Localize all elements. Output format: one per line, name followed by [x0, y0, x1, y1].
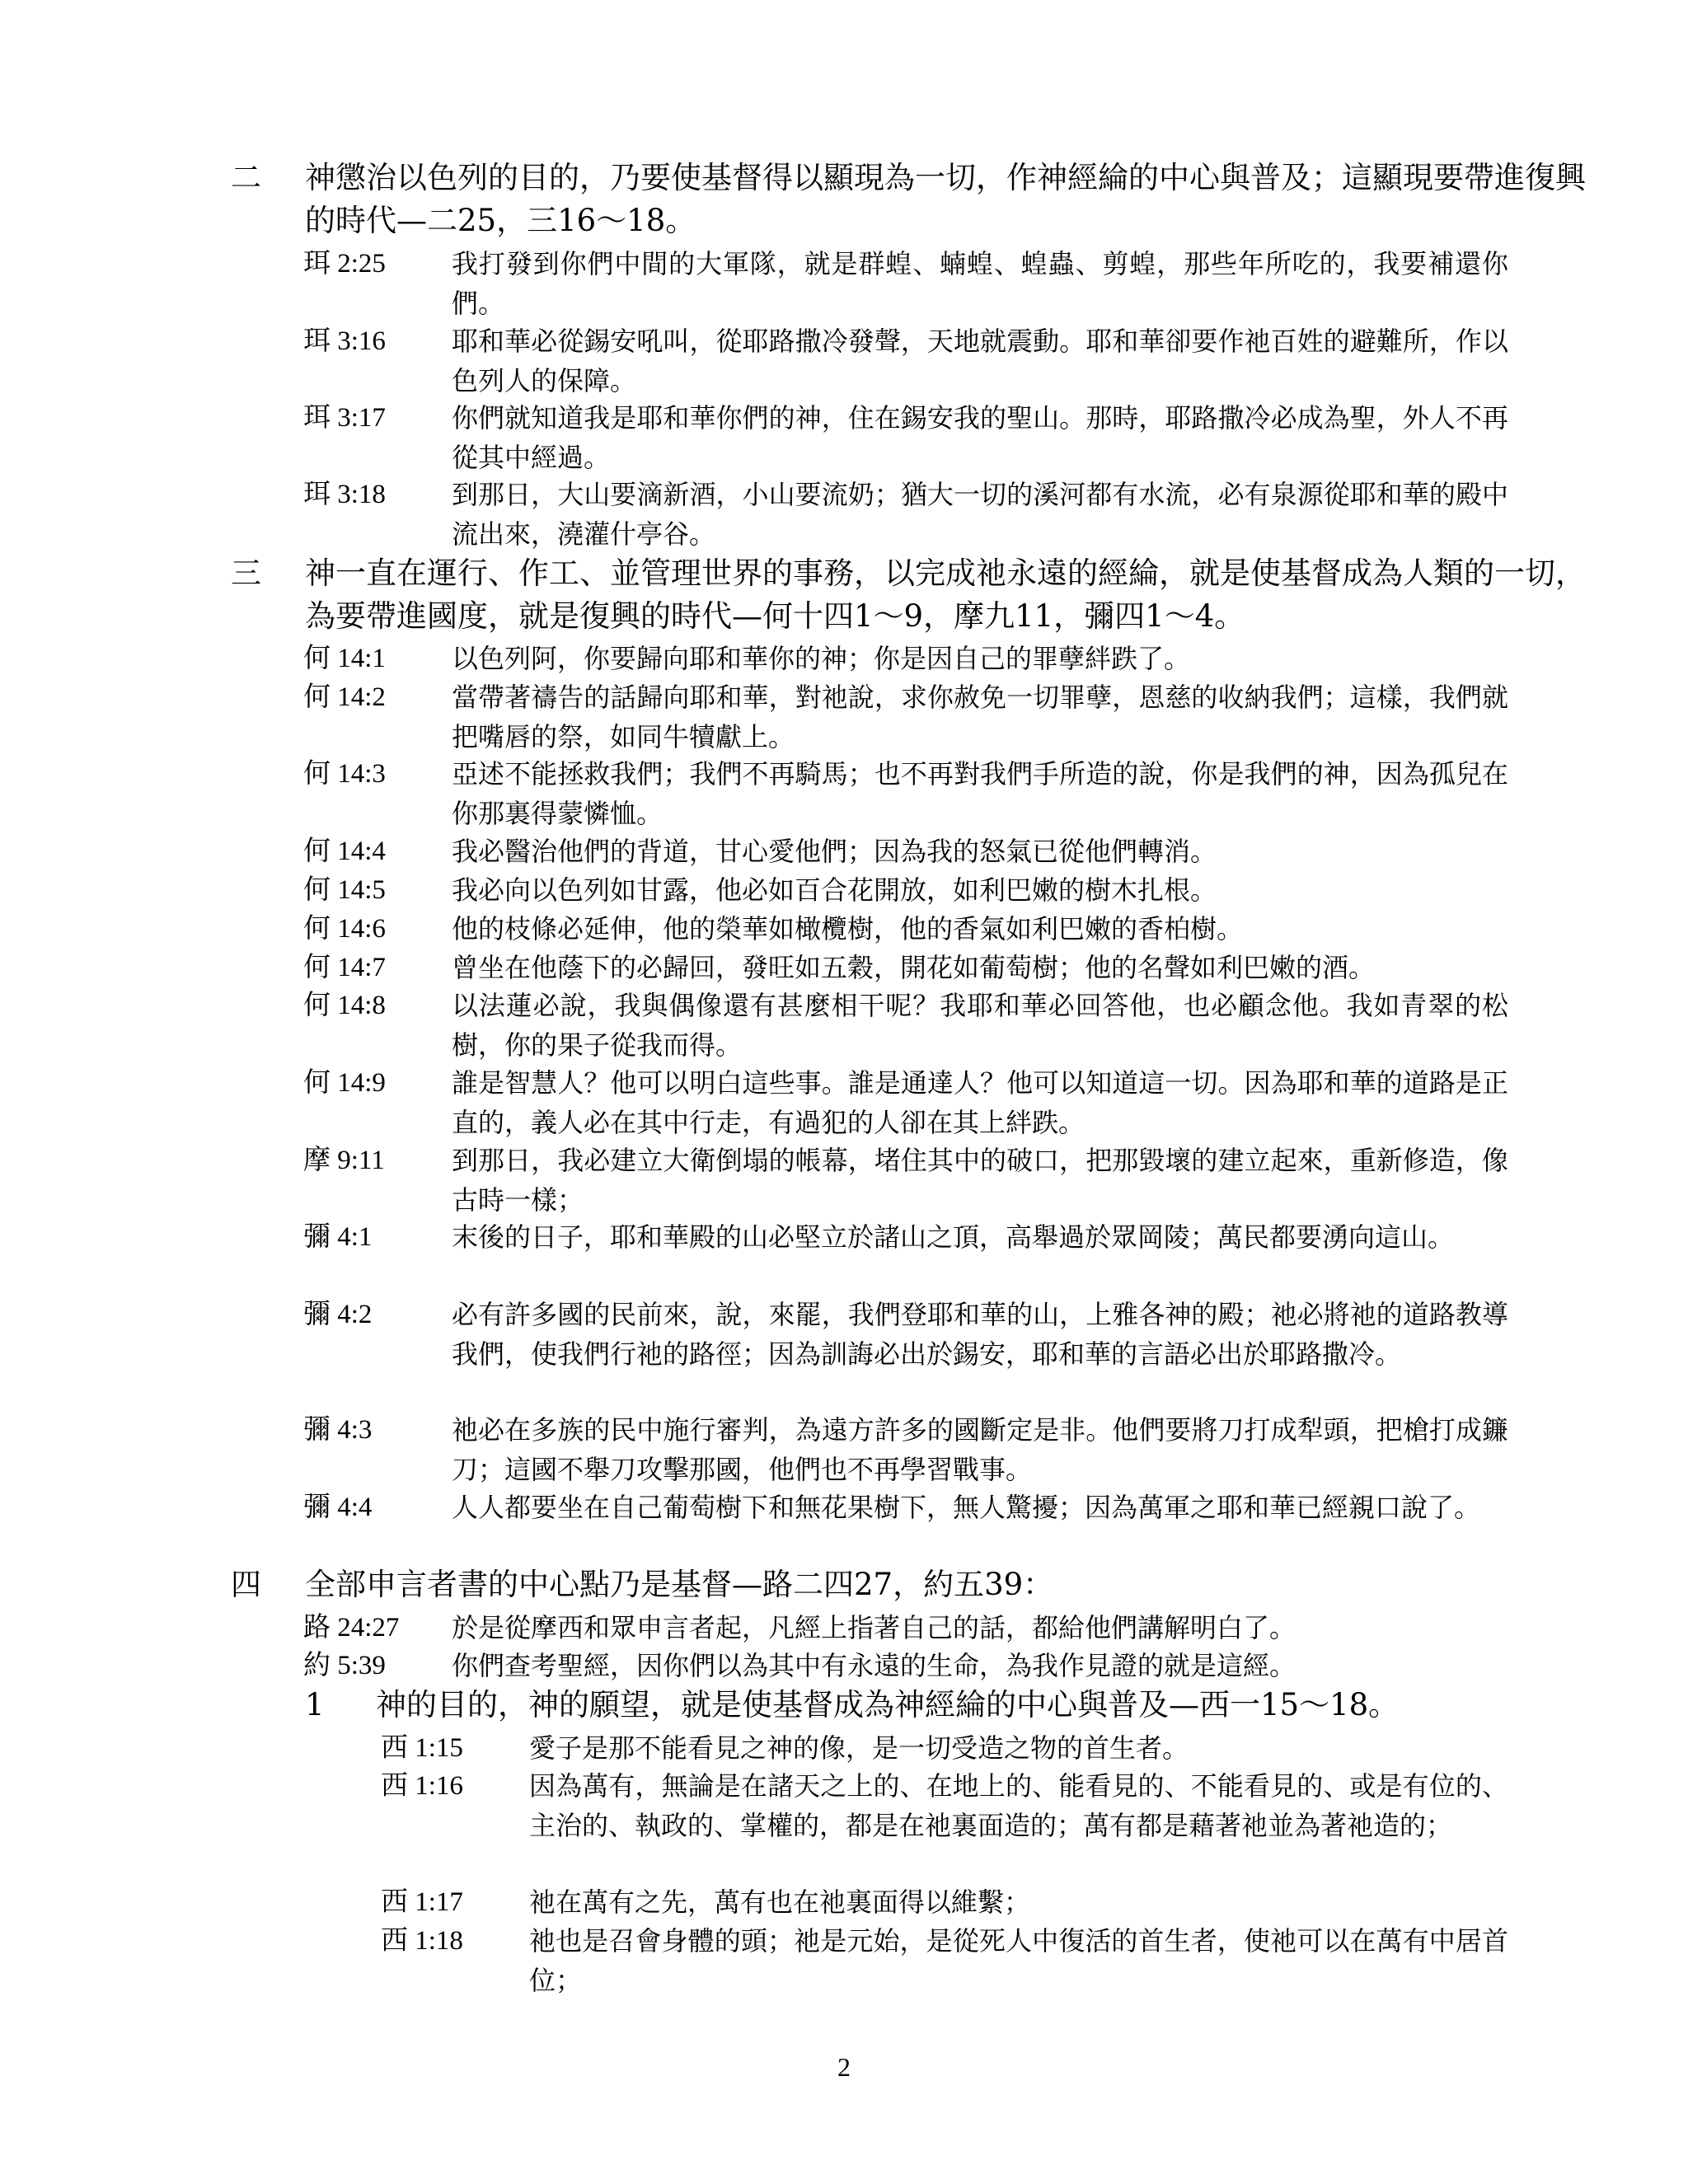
verse-text: 愛子是那不能看見之神的像，是一切受造之物的首生者。 [529, 1732, 1189, 1764]
outline-point-text: 神懲治以色列的目的，乃要使基督得以顯現為一切，作神經綸的中心與普及；這顯現要帶進復興的時代—二25，三16～18。 [305, 160, 1586, 238]
verse-ref: 西 1:16 [381, 1771, 463, 1801]
verse-ref: 何 14:9 [303, 1068, 386, 1098]
verse-ref: 何 14:3 [303, 759, 386, 789]
page-number: 2 [837, 2052, 851, 2082]
verse-text: 他的枝條必延伸，他的榮華如橄欖樹，他的香氣如利巴嫩的香柏樹。 [452, 913, 1244, 944]
verse-text: 亞述不能拯救我們；我們不再騎馬；也不再對我們手所造的說，你是我們的神，因為孤兒在你那裏得蒙憐恤。 [452, 758, 1508, 829]
verse-ref: 彌 4:1 [303, 1222, 373, 1252]
verse-text: 我打發到你們中間的大軍隊，就是群蝗、蝻蝗、蝗蟲、剪蝗，那些年所吃的，我要補還你們。 [452, 248, 1508, 319]
verse-text: 我必向以色列如甘露，他必如百合花開放，如利巴嫩的樹木扎根。 [452, 874, 1217, 906]
verse-ref: 摩 9:11 [303, 1146, 385, 1175]
verse-text: 末後的日子，耶和華殿的山必堅立於諸山之頂，高舉過於眾岡陵；萬民都要湧向這山。 [452, 1221, 1455, 1253]
outline-point-number: 三 [231, 555, 261, 591]
outline-subpoint-text: 神的目的，神的願望，就是使基督成為神經綸的中心與普及—西一15～18。 [376, 1687, 1400, 1722]
verse-ref: 路 24:27 [303, 1613, 400, 1643]
verse-ref: 珥 3:18 [303, 480, 386, 509]
verse-ref: 彌 4:2 [303, 1300, 373, 1329]
verse-text: 於是從摩西和眾申言者起，凡經上指著自己的話，都給他們講解明白了。 [452, 1612, 1296, 1643]
verse-ref: 珥 3:17 [303, 403, 386, 433]
verse-ref: 彌 4:4 [303, 1493, 373, 1522]
verse-text: 曾坐在他蔭下的必歸回，發旺如五穀，開花如葡萄樹；他的名聲如利巴嫩的酒。 [452, 952, 1376, 983]
verse-ref: 彌 4:3 [303, 1415, 373, 1445]
verse-text: 你們查考聖經，因你們以為其中有永遠的生命，為我作見證的就是這經。 [452, 1650, 1296, 1681]
verse-text: 當帶著禱告的話歸向耶和華，對祂說，求你赦免一切罪孽，恩慈的收納我們；這樣，我們就把嘴唇的祭，如同牛犢獻上。 [452, 682, 1508, 752]
verse-text: 祂也是召會身體的頭；祂是元始，是從死人中復活的首生者，使祂可以在萬有中居首位； [529, 1925, 1508, 1996]
verse-text: 我必醫治他們的背道，甘心愛他們；因為我的怒氣已從他們轉消。 [452, 836, 1217, 867]
verse-ref: 西 1:18 [381, 1926, 463, 1956]
verse-ref: 何 14:1 [303, 644, 386, 673]
verse-ref: 西 1:15 [381, 1733, 463, 1763]
outline-point-text: 神一直在運行、作工、並管理世界的事務，以完成祂永遠的經綸，就是使基督成為人類的一切，為要帶進國度，就是復興的時代—何十四1～9，摩九11，彌四1～4。 [305, 555, 1586, 634]
verse-text: 以法蓮必說，我與偶像還有甚麼相干呢？我耶和華必回答他，也必顧念他。我如青翠的松樹，你的果子從我而得。 [452, 990, 1508, 1061]
verse-text: 你們就知道我是耶和華你們的神，住在錫安我的聖山。那時，耶路撒冷必成為聖，外人不再從其中經過。 [452, 402, 1508, 473]
verse-text: 誰是智慧人？他可以明白這些事。誰是通達人？他可以知道這一切。因為耶和華的道路是正直的，義人必在其中行走，有過犯的人卻在其上絆跌。 [452, 1067, 1508, 1138]
verse-ref: 何 14:4 [303, 837, 386, 866]
verse-text: 耶和華必從錫安吼叫，從耶路撒冷發聲，天地就震動。耶和華卻要作祂百姓的避難所，作以色列人的保障。 [452, 326, 1508, 396]
verse-text: 到那日，我必建立大衛倒塌的帳幕，堵住其中的破口，把那毀壞的建立起來，重新修造，像古時一樣； [452, 1145, 1508, 1216]
verse-ref: 何 14:8 [303, 991, 386, 1020]
outline-subpoint-number: 1 [305, 1687, 325, 1722]
verse-ref: 約 5:39 [303, 1651, 386, 1680]
verse-text: 祂必在多族的民中施行審判，為遠方許多的國斷定是非。他們要將刀打成犁頭，把槍打成鐮刀；這國不舉刀攻擊那國，他們也不再學習戰事。 [452, 1414, 1508, 1485]
verse-ref: 何 14:2 [303, 682, 386, 712]
verse-text: 祂在萬有之先，萬有也在祂裏面得以維繫； [529, 1886, 1031, 1918]
outline-point-number: 四 [231, 1567, 261, 1602]
verse-ref: 西 1:17 [381, 1887, 463, 1917]
verse-text: 到那日，大山要滴新酒，小山要流奶；猶大一切的溪河都有水流，必有泉源從耶和華的殿中流出來，澆灌什亭谷。 [452, 479, 1508, 550]
verse-text: 以色列阿，你要歸向耶和華你的神；你是因自己的罪孽絆跌了。 [452, 643, 1191, 674]
verse-ref: 何 14:6 [303, 914, 386, 944]
verse-ref: 何 14:5 [303, 875, 386, 905]
verse-ref: 何 14:7 [303, 953, 386, 982]
verse-text: 人人都要坐在自己葡萄樹下和無花果樹下，無人驚擾；因為萬軍之耶和華已經親口說了。 [452, 1492, 1481, 1523]
outline-point-text: 全部申言者書的中心點乃是基督—路二四27，約五39： [305, 1567, 1054, 1602]
verse-text: 因為萬有，無論是在諸天之上的、在地上的、能看見的、不能看見的、或是有位的、主治的、執政的、掌權的，都是在祂裏面造的；萬有都是藉著祂並為著祂造的； [529, 1770, 1508, 1841]
verse-ref: 珥 2:25 [303, 249, 386, 279]
verse-text: 必有許多國的民前來，說，來罷，我們登耶和華的山，上雅各神的殿；祂必將祂的道路教導我們，使我們行祂的路徑；因為訓誨必出於錫安，耶和華的言語必出於耶路撒冷。 [452, 1299, 1508, 1370]
verse-ref: 珥 3:16 [303, 326, 386, 356]
outline-point-number: 二 [231, 160, 261, 195]
